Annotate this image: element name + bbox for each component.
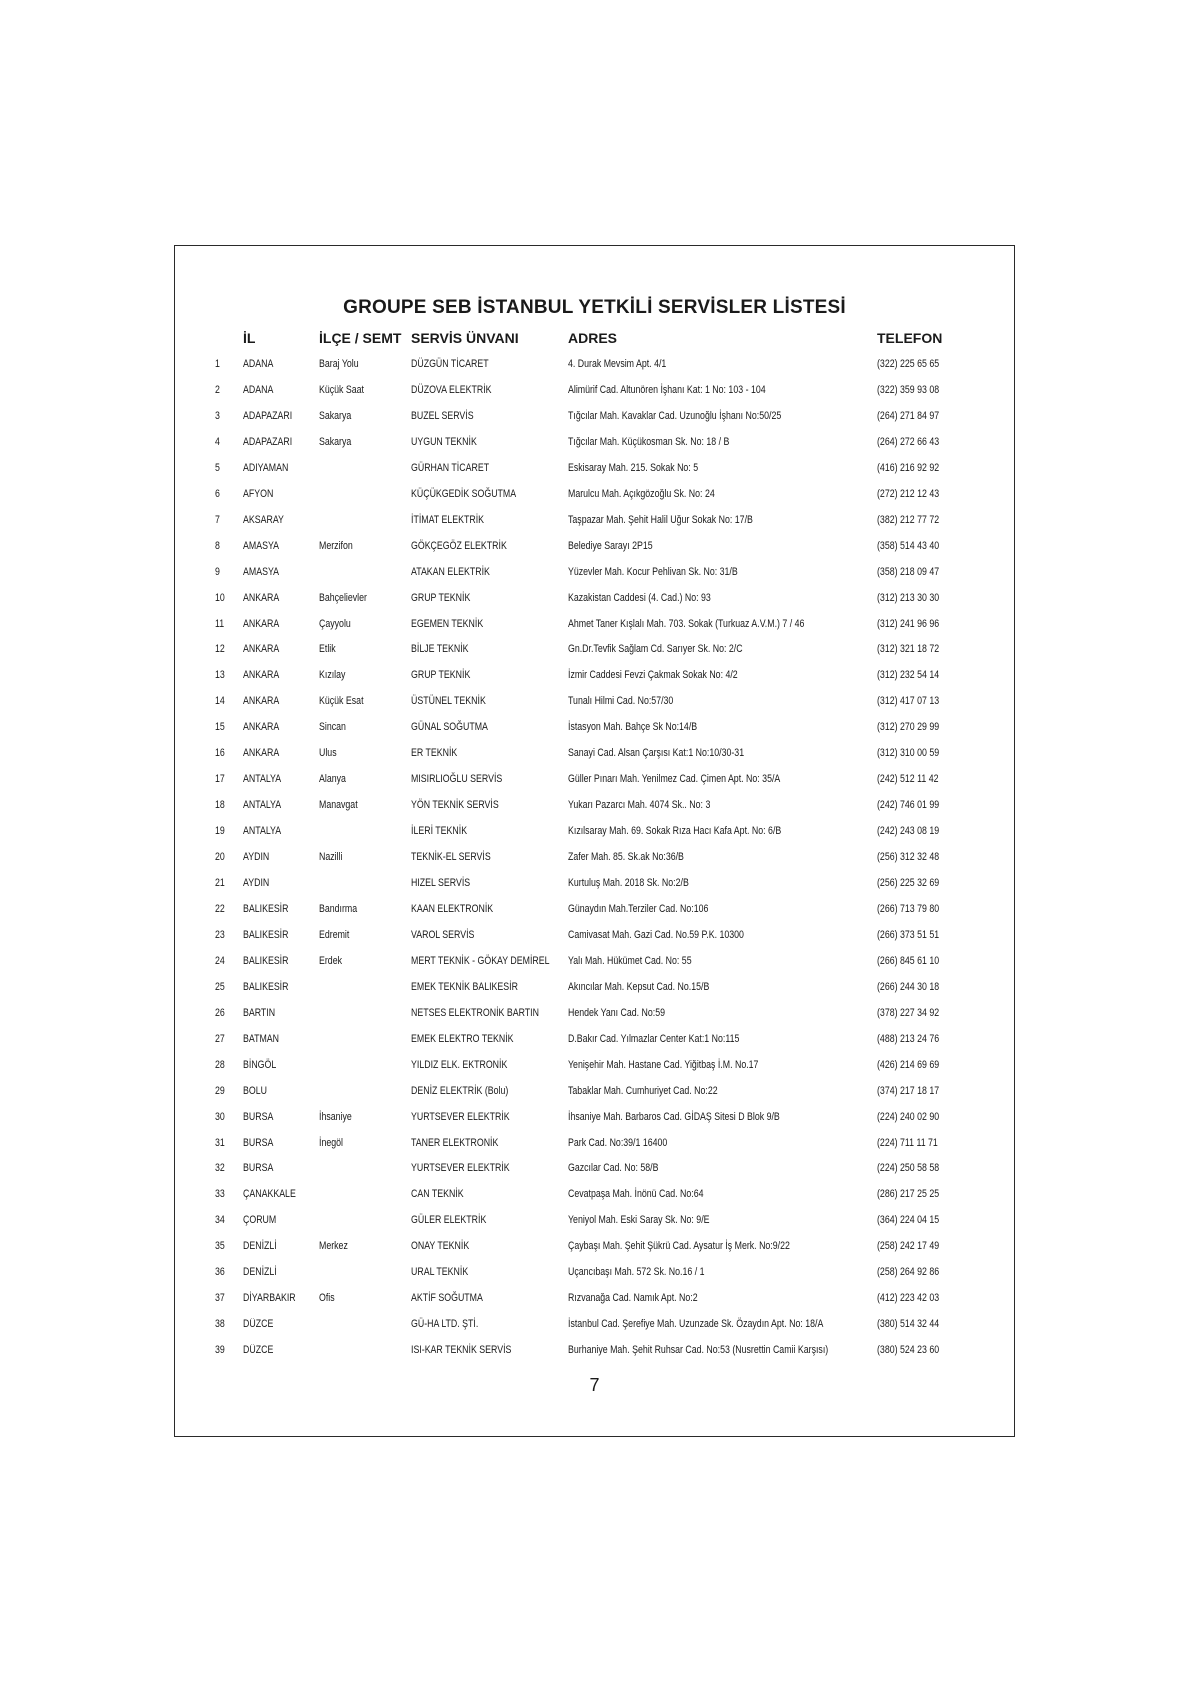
cell-il: DENİZLİ	[243, 1240, 277, 1252]
cell-telefon: (272) 212 12 43	[877, 488, 940, 500]
table-row	[0, 954, 1191, 974]
cell-il: ADANA	[243, 358, 274, 370]
cell-ilce: Bahçelievler	[319, 592, 367, 604]
cell-telefon: (312) 417 07 13	[877, 695, 940, 707]
table-row	[0, 850, 1191, 870]
cell-il: BURSA	[243, 1162, 274, 1174]
cell-adres: Uçancıbaşı Mah. 572 Sk. No.16 / 1	[568, 1266, 705, 1278]
cell-servis: DÜZOVA ELEKTRİK	[411, 384, 492, 396]
cell-il: BİNGÖL	[243, 1059, 277, 1071]
cell-adres: Günaydın Mah.Terziler Cad. No:106	[568, 903, 709, 915]
cell-adres: Belediye Sarayı 2P15	[568, 540, 653, 552]
cell-telefon: (266) 713 79 80	[877, 903, 940, 915]
cell-ilce: Manavgat	[319, 799, 358, 811]
cell-adres: Rızvanağa Cad. Namık Apt. No:2	[568, 1292, 698, 1304]
cell-servis: KAAN ELEKTRONİK	[411, 903, 494, 915]
cell-adres: Hendek Yanı Cad. No:59	[568, 1007, 666, 1019]
cell-servis: YURTSEVER ELEKTRİK	[411, 1111, 510, 1123]
cell-servis: BUZEL SERVİS	[411, 410, 474, 422]
cell-telefon: (426) 214 69 69	[877, 1059, 940, 1071]
table-row	[0, 1161, 1191, 1181]
cell-adres: Marulcu Mah. Açıkgözoğlu Sk. No: 24	[568, 488, 715, 500]
cell-il: BALIKESİR	[243, 903, 289, 915]
cell-servis: EGEMEN TEKNİK	[411, 618, 484, 630]
cell-telefon: (378) 227 34 92	[877, 1007, 940, 1019]
cell-servis: CAN TEKNİK	[411, 1188, 464, 1200]
cell-il: BURSA	[243, 1137, 274, 1149]
table-row	[0, 746, 1191, 766]
header-ilce: İLÇE / SEMT	[319, 330, 402, 346]
cell-ilce: Küçük Esat	[319, 695, 364, 707]
cell-telefon: (322) 359 93 08	[877, 384, 940, 396]
cell-telefon: (256) 312 32 48	[877, 851, 940, 863]
table-row	[0, 1343, 1191, 1363]
table-row	[0, 435, 1191, 455]
cell-il: ANKARA	[243, 643, 280, 655]
cell-ilce: Sakarya	[319, 410, 352, 422]
table-row	[0, 1084, 1191, 1104]
table-row	[0, 772, 1191, 792]
cell-adres: Gazcılar Cad. No: 58/B	[568, 1162, 659, 1174]
cell-servis: URAL TEKNİK	[411, 1266, 469, 1278]
row-number: 17	[215, 773, 225, 785]
row-number: 7	[215, 514, 220, 526]
cell-adres: Kurtuluş Mah. 2018 Sk. No:2/B	[568, 877, 689, 889]
cell-servis: İTİMAT ELEKTRİK	[411, 514, 485, 526]
row-number: 13	[215, 669, 225, 681]
table-row	[0, 409, 1191, 429]
cell-servis: VAROL SERVİS	[411, 929, 475, 941]
row-number: 19	[215, 825, 225, 837]
cell-adres: Yeniyol Mah. Eski Saray Sk. No: 9/E	[568, 1214, 710, 1226]
table-row	[0, 1006, 1191, 1026]
cell-servis: GÜRHAN TİCARET	[411, 462, 490, 474]
table-row	[0, 1317, 1191, 1337]
cell-servis: UYGUN TEKNİK	[411, 436, 477, 448]
cell-adres: D.Bakır Cad. Yılmazlar Center Kat:1 No:115	[568, 1033, 740, 1045]
cell-telefon: (242) 512 11 42	[877, 773, 939, 785]
row-number: 16	[215, 747, 225, 759]
cell-ilce: Baraj Yolu	[319, 358, 359, 370]
cell-servis: HIZEL SERVİS	[411, 877, 471, 889]
row-number: 8	[215, 540, 220, 552]
cell-servis: MERT TEKNİK - GÖKAY DEMİREL	[411, 955, 550, 967]
cell-telefon: (256) 225 32 69	[877, 877, 940, 889]
cell-telefon: (264) 271 84 97	[877, 410, 940, 422]
cell-adres: Tığcılar Mah. Küçükosman Sk. No: 18 / B	[568, 436, 730, 448]
cell-adres: Park Cad. No:39/1 16400	[568, 1137, 668, 1149]
cell-servis: YÖN TEKNİK SERVİS	[411, 799, 499, 811]
table-row	[0, 1291, 1191, 1311]
table-row	[0, 668, 1191, 688]
document-title: GROUPE SEB İSTANBUL YETKİLİ SERVİSLER LİSTESİ	[343, 297, 846, 318]
cell-il: BARTIN	[243, 1007, 276, 1019]
cell-adres: Yenişehir Mah. Hastane Cad. Yiğitbaş İ.M. No.17	[568, 1059, 759, 1071]
cell-servis: GÜNAL SOĞUTMA	[411, 721, 488, 733]
row-number: 38	[215, 1318, 225, 1330]
cell-servis: İLERİ TEKNİK	[411, 825, 468, 837]
cell-adres: Tunalı Hilmi Cad. No:57/30	[568, 695, 674, 707]
cell-adres: Yüzevler Mah. Kocur Pehlivan Sk. No: 31/B	[568, 566, 738, 578]
cell-adres: Taşpazar Mah. Şehit Halil Uğur Sokak No: 17/B	[568, 514, 753, 526]
cell-ilce: Çayyolu	[319, 618, 351, 630]
cell-servis: EMEK ELEKTRO TEKNİK	[411, 1033, 514, 1045]
row-number: 30	[215, 1111, 225, 1123]
cell-il: ANTALYA	[243, 773, 282, 785]
cell-telefon: (266) 845 61 10	[877, 955, 940, 967]
cell-telefon: (242) 746 01 99	[877, 799, 940, 811]
cell-il: AFYON	[243, 488, 274, 500]
cell-servis: DENİZ ELEKTRİK (Bolu)	[411, 1085, 509, 1097]
cell-servis: MISIRLIOĞLU SERVİS	[411, 773, 503, 785]
row-number: 4	[215, 436, 220, 448]
table-row	[0, 513, 1191, 533]
cell-ilce: Erdek	[319, 955, 342, 967]
row-number: 34	[215, 1214, 225, 1226]
cell-telefon: (258) 242 17 49	[877, 1240, 940, 1252]
row-number: 12	[215, 643, 225, 655]
cell-adres: Yalı Mah. Hükümet Cad. No: 55	[568, 955, 692, 967]
table-row	[0, 1058, 1191, 1078]
cell-adres: İstasyon Mah. Bahçe Sk No:14/B	[568, 721, 698, 733]
row-number: 3	[215, 410, 220, 422]
cell-il: DENİZLİ	[243, 1266, 277, 1278]
cell-ilce: İhsaniye	[319, 1111, 352, 1123]
table-row	[0, 1187, 1191, 1207]
cell-il: BALIKESİR	[243, 955, 289, 967]
row-number: 11	[215, 618, 225, 630]
table-row	[0, 539, 1191, 559]
cell-ilce: Kızılay	[319, 669, 346, 681]
cell-il: ADAPAZARI	[243, 410, 293, 422]
cell-telefon: (258) 264 92 86	[877, 1266, 940, 1278]
cell-il: ANTALYA	[243, 825, 282, 837]
cell-telefon: (416) 216 92 92	[877, 462, 940, 474]
cell-telefon: (312) 232 54 14	[877, 669, 940, 681]
cell-il: BALIKESİR	[243, 981, 289, 993]
cell-adres: Akıncılar Mah. Kepsut Cad. No.15/B	[568, 981, 710, 993]
cell-il: BALIKESİR	[243, 929, 289, 941]
cell-telefon: (380) 524 23 60	[877, 1344, 940, 1356]
cell-ilce: Merkez	[319, 1240, 348, 1252]
row-number: 20	[215, 851, 225, 863]
cell-servis: AKTİF SOĞUTMA	[411, 1292, 483, 1304]
cell-servis: ER TEKNİK	[411, 747, 458, 759]
table-row	[0, 487, 1191, 507]
table-row	[0, 824, 1191, 844]
cell-adres: Kazakistan Caddesi (4. Cad.) No: 93	[568, 592, 711, 604]
row-number: 15	[215, 721, 225, 733]
cell-telefon: (322) 225 65 65	[877, 358, 940, 370]
cell-servis: KÜÇÜKGEDİK SOĞUTMA	[411, 488, 517, 500]
header-servis: SERVİS ÜNVANI	[411, 330, 519, 346]
cell-ilce: Alanya	[319, 773, 346, 785]
table-row	[0, 357, 1191, 377]
row-number: 26	[215, 1007, 225, 1019]
cell-il: BOLU	[243, 1085, 267, 1097]
cell-il: AYDIN	[243, 877, 270, 889]
cell-adres: Cevatpaşa Mah. İnönü Cad. No:64	[568, 1188, 704, 1200]
table-row	[0, 902, 1191, 922]
cell-telefon: (264) 272 66 43	[877, 436, 940, 448]
table-row	[0, 798, 1191, 818]
cell-il: ADAPAZARI	[243, 436, 293, 448]
cell-il: AMASYA	[243, 540, 280, 552]
row-number: 10	[215, 592, 225, 604]
cell-il: AYDIN	[243, 851, 270, 863]
cell-ilce: Nazilli	[319, 851, 343, 863]
table-row	[0, 720, 1191, 740]
cell-adres: İstanbul Cad. Şerefiye Mah. Uzunzade Sk. Özaydın Apt. No: 18/A	[568, 1318, 824, 1330]
row-number: 22	[215, 903, 225, 915]
row-number: 9	[215, 566, 220, 578]
cell-il: ADANA	[243, 384, 274, 396]
cell-telefon: (224) 240 02 90	[877, 1111, 940, 1123]
cell-adres: Tabaklar Mah. Cumhuriyet Cad. No:22	[568, 1085, 718, 1097]
cell-telefon: (380) 514 32 44	[877, 1318, 940, 1330]
table-row	[0, 1032, 1191, 1052]
table-row	[0, 980, 1191, 1000]
cell-ilce: Bandırma	[319, 903, 358, 915]
cell-telefon: (266) 244 30 18	[877, 981, 940, 993]
cell-ilce: Sincan	[319, 721, 346, 733]
cell-servis: BİLJE TEKNİK	[411, 643, 469, 655]
cell-servis: DÜZGÜN TİCARET	[411, 358, 489, 370]
table-row	[0, 928, 1191, 948]
cell-ilce: Etlik	[319, 643, 336, 655]
cell-telefon: (382) 212 77 72	[877, 514, 940, 526]
row-number: 37	[215, 1292, 225, 1304]
cell-telefon: (224) 250 58 58	[877, 1162, 940, 1174]
cell-ilce: Edremit	[319, 929, 350, 941]
cell-il: DÜZCE	[243, 1318, 274, 1330]
cell-telefon: (488) 213 24 76	[877, 1033, 940, 1045]
row-number: 1	[215, 358, 220, 370]
cell-telefon: (266) 373 51 51	[877, 929, 940, 941]
row-number: 21	[215, 877, 225, 889]
cell-servis: GRUP TEKNİK	[411, 592, 471, 604]
cell-adres: Ahmet Taner Kışlalı Mah. 703. Sokak (Turkuaz A.V.M.) 7 / 46	[568, 618, 805, 630]
cell-adres: Çaybaşı Mah. Şehit Şükrü Cad. Aysatur İş Merk. No:9/22	[568, 1240, 790, 1252]
cell-adres: Güller Pınarı Mah. Yenilmez Cad. Çimen Apt. No: 35/A	[568, 773, 781, 785]
cell-telefon: (412) 223 42 03	[877, 1292, 940, 1304]
cell-adres: Yukarı Pazarcı Mah. 4074 Sk.. No: 3	[568, 799, 711, 811]
cell-il: ADIYAMAN	[243, 462, 289, 474]
cell-adres: Sanayi Cad. Alsan Çarşısı Kat:1 No:10/30-31	[568, 747, 745, 759]
cell-servis: ÜSTÜNEL TEKNİK	[411, 695, 486, 707]
cell-servis: GÖKÇEGÖZ ELEKTRİK	[411, 540, 507, 552]
cell-telefon: (358) 514 43 40	[877, 540, 940, 552]
row-number: 24	[215, 955, 225, 967]
cell-il: DİYARBAKIR	[243, 1292, 296, 1304]
cell-ilce: Ulus	[319, 747, 337, 759]
table-row	[0, 617, 1191, 637]
row-number: 5	[215, 462, 220, 474]
cell-il: ANKARA	[243, 695, 280, 707]
cell-adres: İzmir Caddesi Fevzi Çakmak Sokak No: 4/2	[568, 669, 738, 681]
table-row	[0, 876, 1191, 896]
cell-il: ANKARA	[243, 721, 280, 733]
row-number: 25	[215, 981, 225, 993]
cell-servis: EMEK TEKNİK BALIKESİR	[411, 981, 518, 993]
cell-telefon: (312) 213 30 30	[877, 592, 940, 604]
cell-telefon: (364) 224 04 15	[877, 1214, 940, 1226]
cell-telefon: (312) 270 29 99	[877, 721, 940, 733]
cell-ilce: Ofis	[319, 1292, 335, 1304]
cell-telefon: (358) 218 09 47	[877, 566, 940, 578]
cell-servis: GÜLER ELEKTRİK	[411, 1214, 487, 1226]
cell-adres: Tığcılar Mah. Kavaklar Cad. Uzunoğlu İşhanı No:50/25	[568, 410, 782, 422]
cell-il: ÇANAKKALE	[243, 1188, 296, 1200]
cell-adres: Zafer Mah. 85. Sk.ak No:36/B	[568, 851, 684, 863]
row-number: 31	[215, 1137, 225, 1149]
header-telefon: TELEFON	[877, 330, 943, 346]
cell-il: ANKARA	[243, 592, 280, 604]
cell-il: AMASYA	[243, 566, 280, 578]
row-number: 36	[215, 1266, 225, 1278]
row-number: 39	[215, 1344, 225, 1356]
table-row	[0, 591, 1191, 611]
cell-servis: ATAKAN ELEKTRİK	[411, 566, 490, 578]
cell-telefon: (312) 321 18 72	[877, 643, 940, 655]
cell-ilce: Küçük Saat	[319, 384, 365, 396]
cell-adres: Camivasat Mah. Gazi Cad. No.59 P.K. 10300	[568, 929, 744, 941]
table-row	[0, 383, 1191, 403]
cell-il: DÜZCE	[243, 1344, 274, 1356]
cell-telefon: (312) 241 96 96	[877, 618, 940, 630]
table-row	[0, 642, 1191, 662]
cell-telefon: (224) 711 11 71	[877, 1137, 938, 1149]
table-row	[0, 1213, 1191, 1233]
row-number: 29	[215, 1085, 225, 1097]
header-il: İL	[243, 330, 256, 346]
cell-servis: NETSES ELEKTRONİK BARTIN	[411, 1007, 539, 1019]
cell-servis: GÜ-HA LTD. ŞTİ.	[411, 1318, 479, 1330]
row-number: 2	[215, 384, 220, 396]
cell-adres: Alimürif Cad. Altunören İşhanı Kat: 1 No: 103 - 104	[568, 384, 766, 396]
cell-ilce: Sakarya	[319, 436, 352, 448]
table-row	[0, 1136, 1191, 1156]
table-row	[0, 1265, 1191, 1285]
row-number: 23	[215, 929, 225, 941]
table-row	[0, 461, 1191, 481]
cell-adres: Kızılsaray Mah. 69. Sokak Rıza Hacı Kafa Apt. No: 6/B	[568, 825, 782, 837]
row-number: 28	[215, 1059, 225, 1071]
table-row	[0, 1110, 1191, 1130]
table-row	[0, 565, 1191, 585]
cell-ilce: İnegöl	[319, 1137, 343, 1149]
row-number: 35	[215, 1240, 225, 1252]
row-number: 32	[215, 1162, 225, 1174]
header-adres: ADRES	[568, 330, 618, 346]
cell-adres: Gn.Dr.Tevfik Sağlam Cd. Sarıyer Sk. No: 2/C	[568, 643, 743, 655]
cell-telefon: (374) 217 18 17	[877, 1085, 940, 1097]
cell-il: ANTALYA	[243, 799, 282, 811]
row-number: 27	[215, 1033, 225, 1045]
cell-il: ÇORUM	[243, 1214, 277, 1226]
cell-telefon: (312) 310 00 59	[877, 747, 940, 759]
cell-il: ANKARA	[243, 618, 280, 630]
cell-il: BATMAN	[243, 1033, 280, 1045]
row-number: 18	[215, 799, 225, 811]
cell-il: BURSA	[243, 1111, 274, 1123]
row-number: 6	[215, 488, 220, 500]
cell-servis: YURTSEVER ELEKTRİK	[411, 1162, 510, 1174]
cell-il: ANKARA	[243, 747, 280, 759]
cell-servis: YILDIZ ELK. EKTRONİK	[411, 1059, 508, 1071]
cell-adres: Eskisaray Mah. 215. Sokak No: 5	[568, 462, 699, 474]
cell-telefon: (242) 243 08 19	[877, 825, 940, 837]
cell-adres: 4. Durak Mevsim Apt. 4/1	[568, 358, 667, 370]
cell-adres: İhsaniye Mah. Barbaros Cad. GİDAŞ Sitesi D Blok 9/B	[568, 1111, 780, 1123]
cell-servis: GRUP TEKNİK	[411, 669, 471, 681]
cell-il: AKSARAY	[243, 514, 284, 526]
cell-ilce: Merzifon	[319, 540, 353, 552]
cell-adres: Burhaniye Mah. Şehit Ruhsar Cad. No:53 (Nusrettin Camii Karşısı)	[568, 1344, 829, 1356]
cell-servis: TEKNİK-EL SERVİS	[411, 851, 491, 863]
cell-servis: TANER ELEKTRONİK	[411, 1137, 499, 1149]
cell-servis: ISI-KAR TEKNİK SERVİS	[411, 1344, 512, 1356]
table-row	[0, 694, 1191, 714]
cell-il: ANKARA	[243, 669, 280, 681]
cell-servis: ONAY TEKNİK	[411, 1240, 470, 1252]
row-number: 14	[215, 695, 225, 707]
table-row	[0, 1239, 1191, 1259]
row-number: 33	[215, 1188, 225, 1200]
cell-telefon: (286) 217 25 25	[877, 1188, 940, 1200]
page-number: 7	[589, 1375, 600, 1395]
